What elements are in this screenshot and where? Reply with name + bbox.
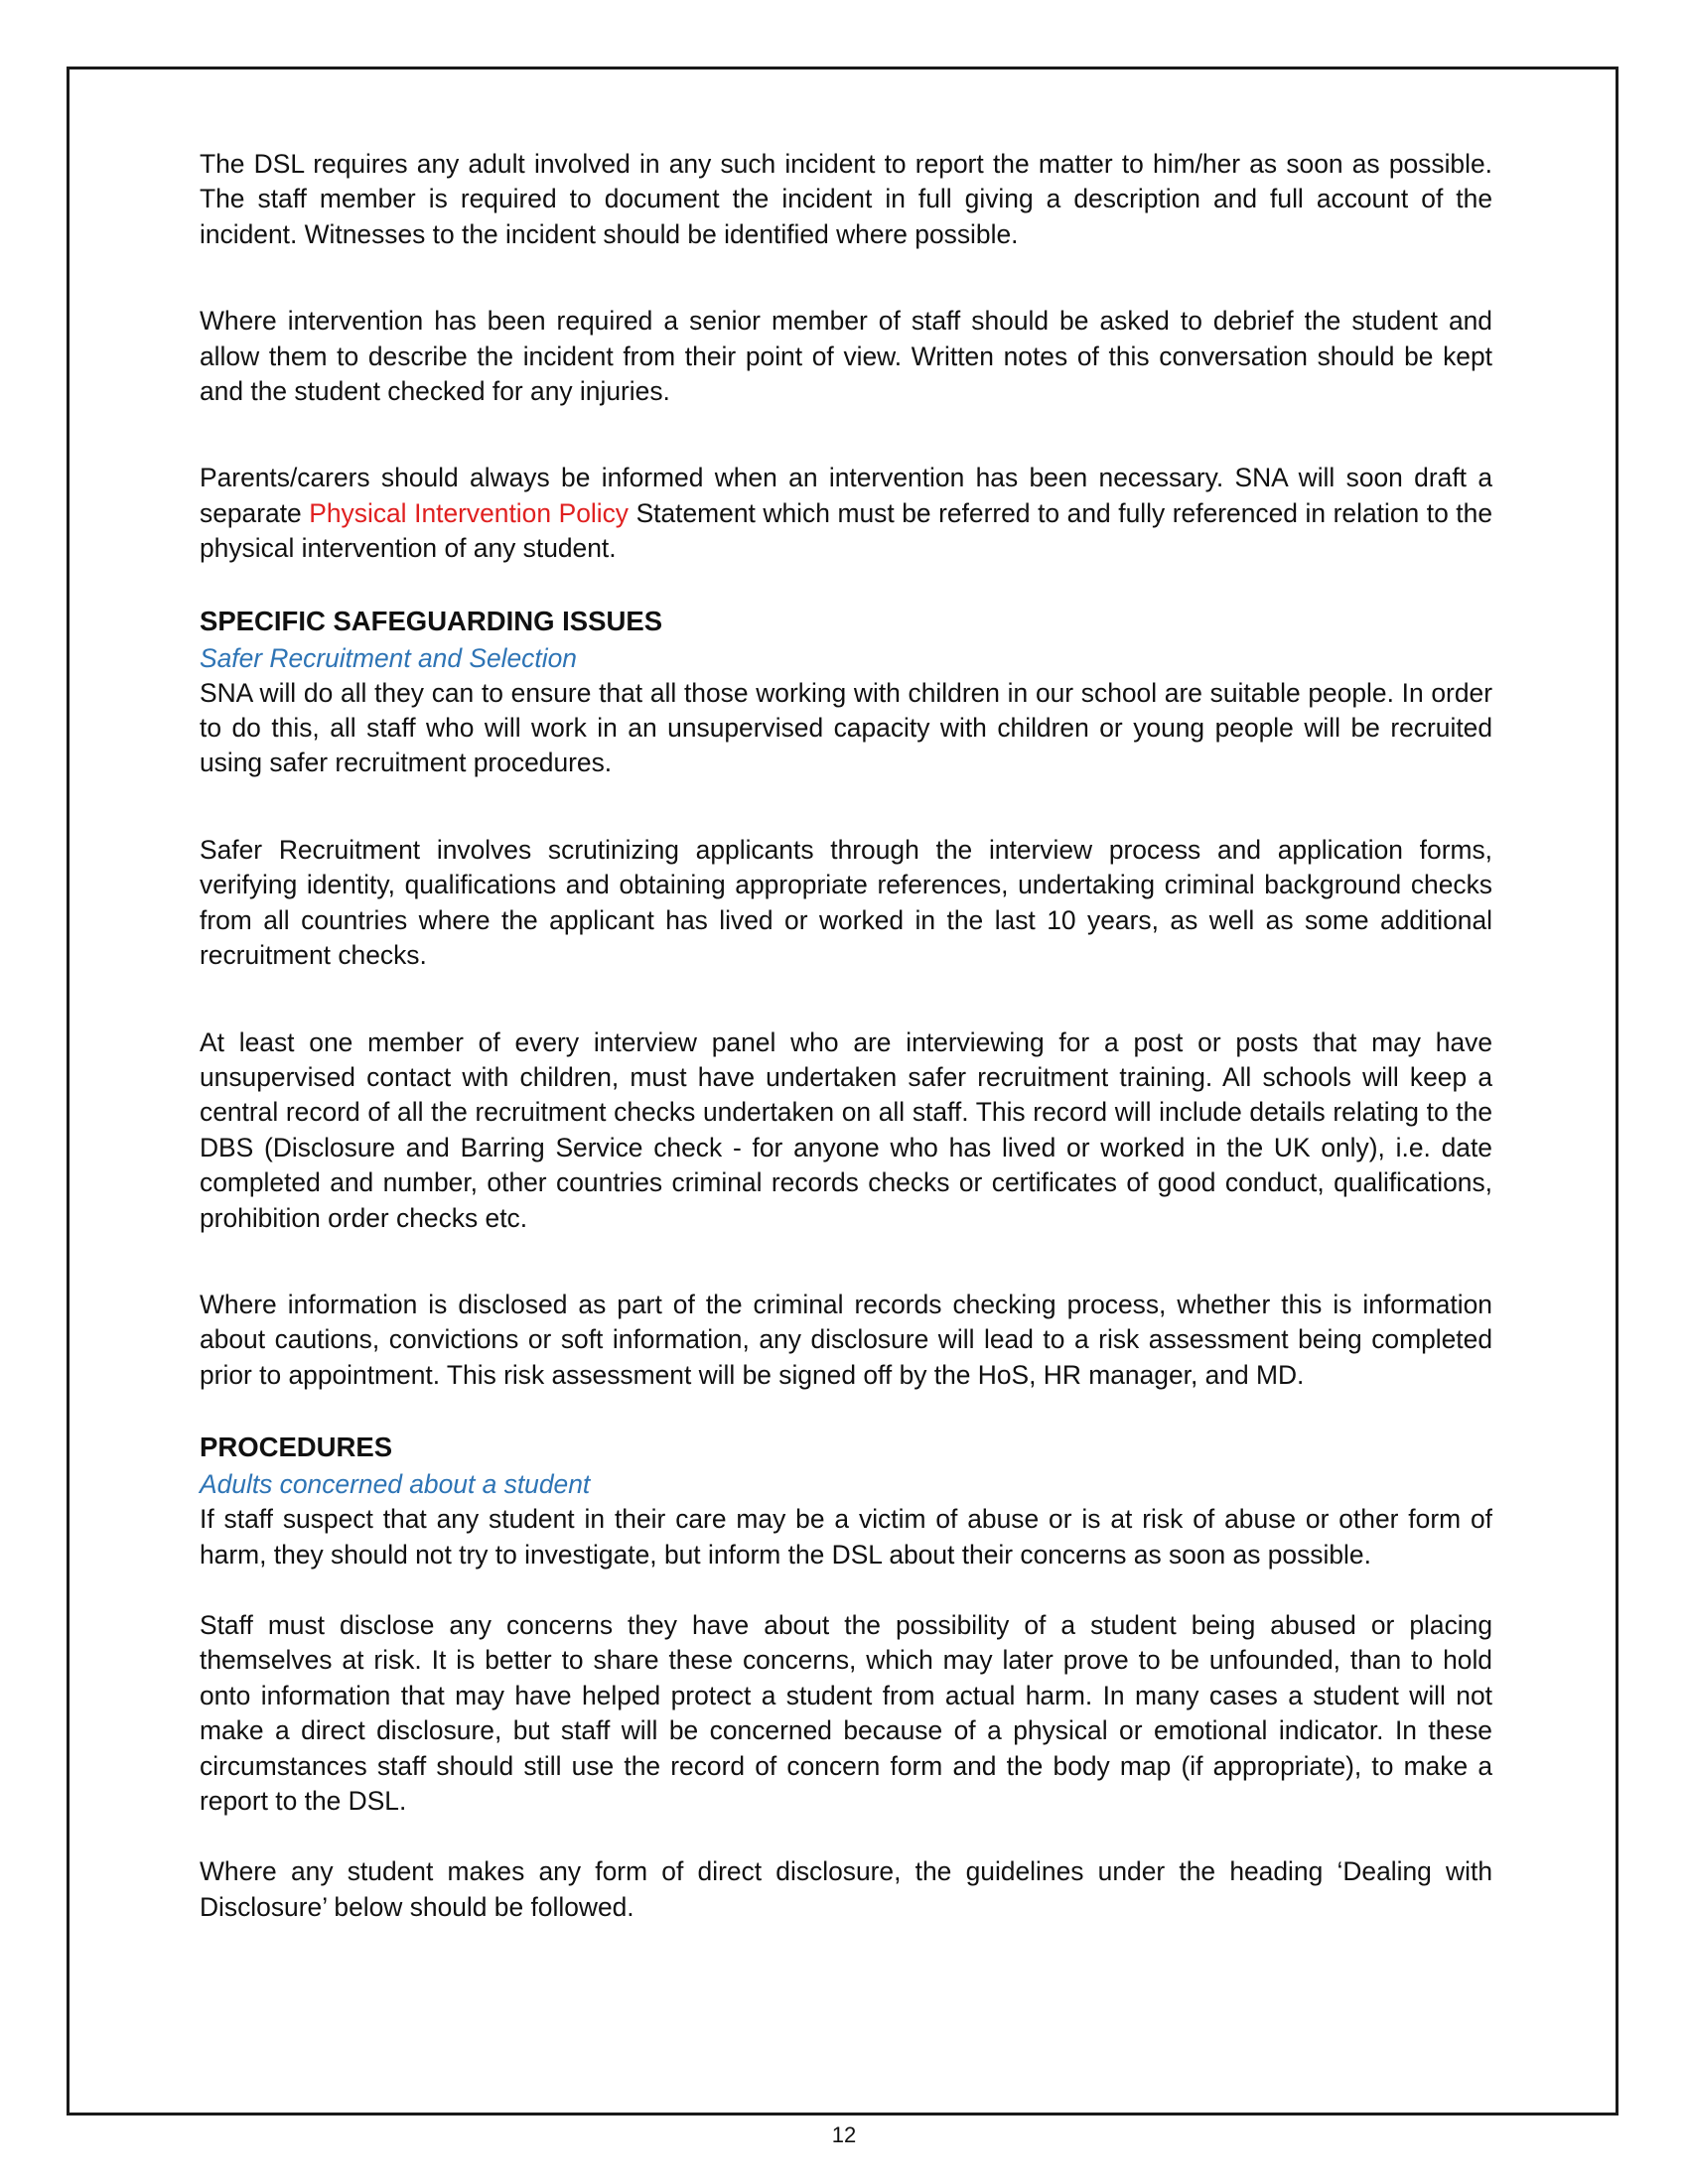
paragraph-safer-recruitment-involves: Safer Recruitment involves scrutinizing applicants through the interview process and application forms, verifying identity, qualifications and obtaining appropriate references, undertaking criminal background checks from all countries where the applicant has lived or worked in the last 10 years, as well as some additional recruitment checks. [200, 834, 1492, 971]
paragraph-parents-text-end: Statement which must be referred to and fully referenced in relation to the physical intervention of any student. [200, 497, 1492, 564]
paragraph-staff-suspect: If staff suspect that any student in their care may be a victim of abuse or is at risk of abuse or other form of harm, they should not try to investigate, but inform the DSL about their concerns as soon as possible. [200, 1504, 1492, 1570]
paragraph-direct-disclosure: Where any student makes any form of direct disclosure, the guidelines under the heading ‘Dealing with Disclosure’ below should be followed. [200, 1856, 1492, 1922]
paragraph-information-disclosed: Where information is disclosed as part of the criminal records checking process, whether this is information about cautions, convictions or soft information, any disclosure will lead to a risk assessment being completed prior to appointment. This risk assessment will be signed off by the HoS, HR manager, and MD. [200, 1289, 1492, 1390]
document-body [200, 147, 1492, 1925]
paragraph-dsl-reporting: The DSL requires any adult involved in any such incident to report the matter to him/her as soon as possible. The staff member is required to document the incident in full giving a description and full account of the incident. Witnesses to the incident should be identified where possible. [200, 149, 1492, 249]
section-heading-specific-safeguarding: SPECIFIC SAFEGUARDING ISSUES [200, 605, 663, 636]
page-number: 12 [831, 2122, 857, 2147]
section-heading-procedures: PROCEDURES [200, 1432, 393, 1463]
subheading-adults-concerned: Adults concerned about a student [200, 1469, 591, 1500]
physical-intervention-policy-link[interactable]: Physical Intervention Policy [309, 497, 629, 528]
paragraph-debrief: Where intervention has been required a senior member of staff should be asked to debrief the student and allow them to describe the incident from their point of view. Written notes of this conversation should be kept and the student checked for any injuries. [200, 306, 1492, 407]
paragraph-staff-disclose: Staff must disclose any concerns they have about the possibility of a student being abused or placing themselves at risk. It is better to share these concerns, which may later prove to be unfounded, than to hold onto information that may have helped protect a student from actual harm. In many cases a student will not make a direct disclosure, but staff will be concerned because of a physical or emotional indicator. In these circumstances staff should still use the record of concern form and the body map (if appropriate), to make a report to the DSL. [200, 1609, 1492, 1816]
subheading-safer-recruitment: Safer Recruitment and Selection [200, 642, 577, 673]
paragraph-suitable-people: SNA will do all they can to ensure that all those working with children in our school are suitable people. In order to do this, all staff who will work in an unsupervised capacity with children or young people will be recruited using safer recruitment procedures. [200, 677, 1492, 778]
paragraph-interview-panel: At least one member of every interview panel who are interviewing for a post or posts that may have unsupervised contact with children, must have undertaken safer recruitment training. All schools will keep a central record of all the recruitment checks undertaken on all staff. This record will include details relating to the DBS (Disclosure and Barring Service check - for anyone who has lived or worked in the UK only), i.e. date completed and number, other countries criminal records checks or certificates of good conduct, qualifications, prohibition order checks etc. [200, 1026, 1492, 1233]
paragraph-parents-text-start: Parents/carers should always be informed when an intervention has been necessary. SNA will soon draft a separate [200, 463, 1492, 528]
paragraph-parents-informed [200, 461, 1492, 566]
